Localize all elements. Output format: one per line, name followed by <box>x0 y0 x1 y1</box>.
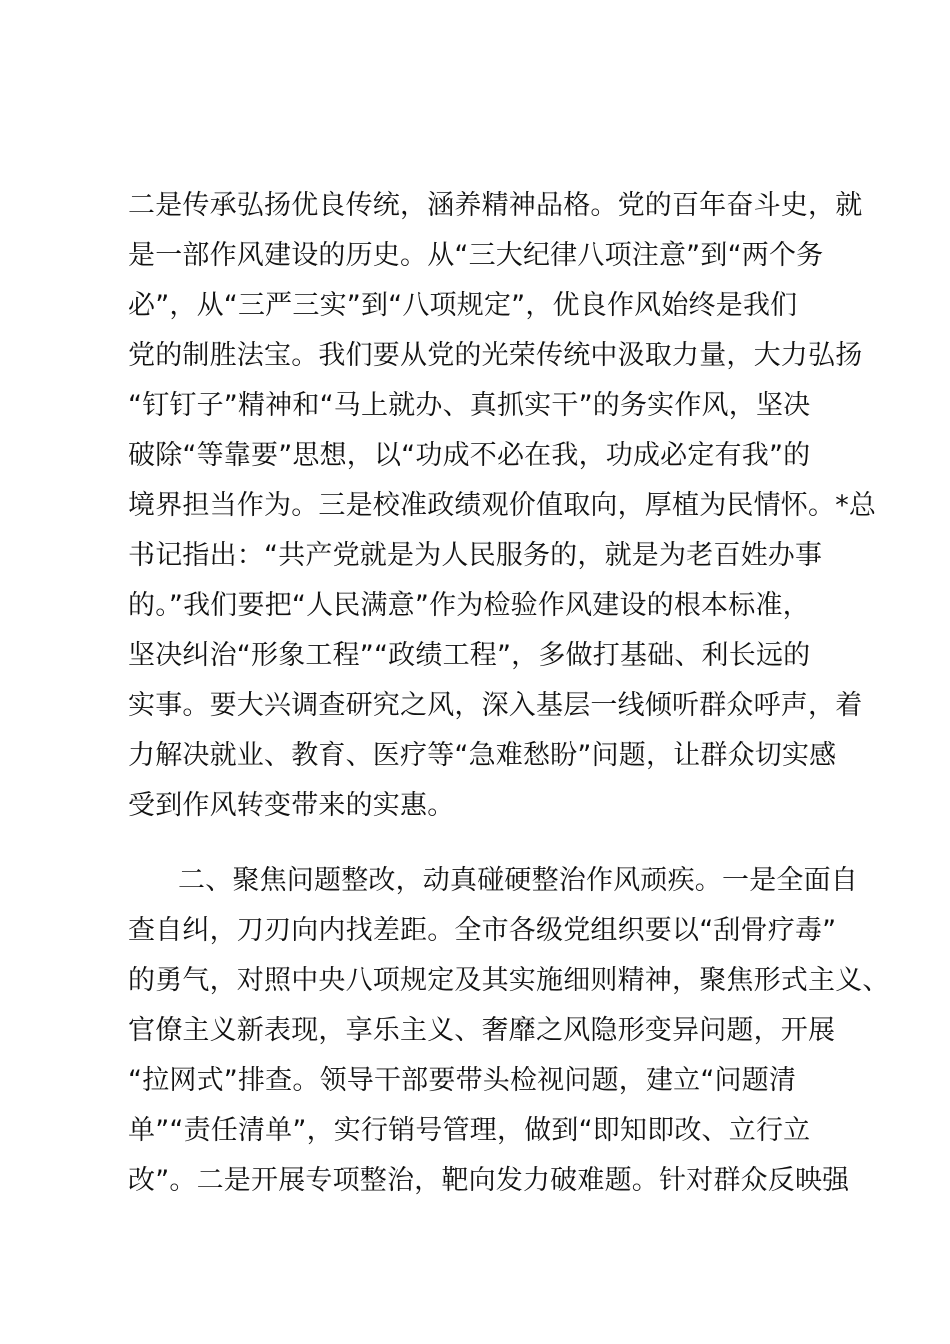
text-line: 必”，从“三严三实”到“八项规定”，优良作风始终是我们 <box>128 290 798 321</box>
text-line: 受到作风转变带来的实惠。 <box>128 790 455 821</box>
text-line: 的。”我们要把“人民满意”作为检验作风建设的根本标准， <box>128 590 810 621</box>
text-line: 二是传承弘扬优良传统，涵养精神品格。党的百年奋斗史，就 <box>128 190 863 221</box>
text-line: “拉网式”排查。领导干部要带头检视问题，建立“问题清 <box>128 1065 797 1096</box>
paragraph-gap <box>128 831 848 856</box>
paragraph-2 <box>128 856 890 1206</box>
text-line: 破除“等靠要”思想，以“功成不必在我，功成必定有我”的 <box>128 440 811 471</box>
text-line: 境界担当作为。三是校准政绩观价值取向，厚植为民情怀。*总 <box>128 490 877 521</box>
paragraph-1 <box>128 181 877 831</box>
text-line: 查自纠，刀刃向内找差距。全市各级党组织要以“刮骨疗毒” <box>128 915 837 946</box>
text-line: 的勇气，对照中央八项规定及其实施细则精神，聚焦形式主义、 <box>128 965 890 996</box>
text-line: 实事。要大兴调查研究之风，深入基层一线倾听群众呼声，着 <box>128 690 863 721</box>
text-line: 是一部作风建设的历史。从“三大纪律八项注意”到“两个务 <box>128 240 824 271</box>
text-line: 官僚主义新表现，享乐主义、奢靡之风隐形变异问题，开展 <box>128 1015 836 1046</box>
text-line: “钉钉子”精神和“马上就办、真抓实干”的务实作风，坚决 <box>128 390 811 421</box>
document-body <box>128 181 890 1206</box>
text-line: 书记指出：“共产党就是为人民服务的，就是为老百姓办事 <box>128 540 823 571</box>
text-line: 力解决就业、教育、医疗等“急难愁盼”问题，让群众切实感 <box>128 740 837 771</box>
text-line: 单”“责任清单”，实行销号管理，做到“即知即改、立行立 <box>128 1115 811 1146</box>
text-line: 二、聚焦问题整改，动真碰硬整治作风顽疾。一是全面自 <box>178 865 858 896</box>
text-line: 党的制胜法宝。我们要从党的光荣传统中汲取力量，大力弘扬 <box>128 340 863 371</box>
text-line: 改”。二是开展专项整治，靶向发力破难题。针对群众反映强 <box>128 1165 850 1196</box>
text-line: 坚决纠治“形象工程”“政绩工程”，多做打基础、利长远的 <box>128 640 811 671</box>
